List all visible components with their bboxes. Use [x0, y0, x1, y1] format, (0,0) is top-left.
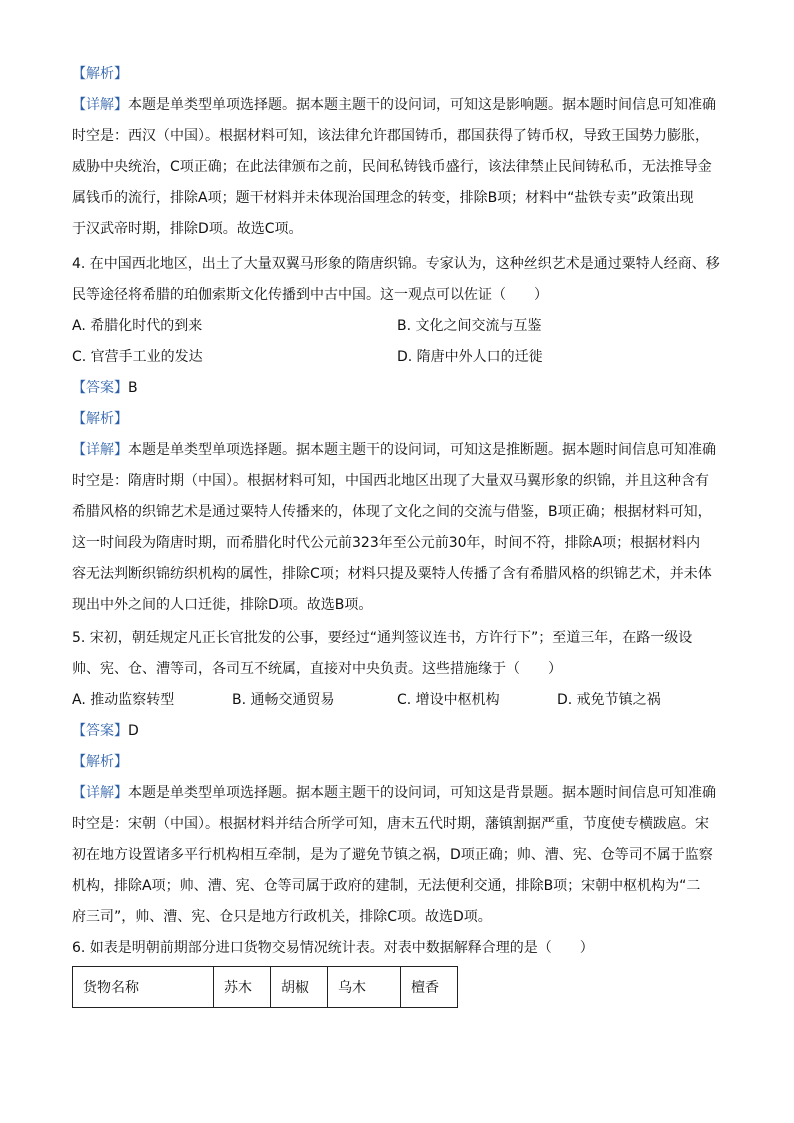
q4-option-c: C. 官营手工业的发达 — [72, 349, 203, 365]
table-header-cell: 乌木 — [328, 967, 401, 1008]
q5-option-d: D. 戒免节镇之祸 — [557, 692, 661, 708]
detail-line: 【详解】本题是单类型单项选择题。据本题主题干的设问词，可知这是影响题。据本题时间信息可知准确 — [72, 97, 716, 113]
q4-detail-line: 现出中外之间的人口迁徙，排除D项。故选B项。 — [72, 597, 373, 613]
q5-option-c: C. 增设中枢机构 — [397, 692, 500, 708]
goods-table — [72, 966, 458, 1008]
question-6-stem: 6. 如表是明朝前期部分进口货物交易情况统计表。对表中数据解释合理的是（ ） — [72, 940, 594, 956]
table-header-cell: 货物名称 — [73, 967, 214, 1008]
table-header-cell: 胡椒 — [271, 967, 328, 1008]
question-4-stem: 4. 在中国西北地区，出土了大量双翼马形象的隋唐织锦。专家认为，这种丝织艺术是通过粟特人经商、移 — [72, 256, 720, 272]
q4-detail-line: 容无法判断织锦纺织机构的属性，排除C项；材料只提及粟特人传播了含有希腊风格的织锦艺术，并未体 — [72, 566, 712, 582]
analysis-label: 【解析】 — [72, 66, 128, 82]
q5-detail-line: 时空是：宋朝（中国）。根据材料并结合所学可知，唐末五代时期，藩镇割据严重，节度使专横跋扈。宋 — [72, 816, 709, 832]
q5-detail-line: 府三司”，帅、漕、宪、仓只是地方行政机关，排除C项。故选D项。 — [72, 909, 492, 925]
question-5-stem: 5. 宋初，朝廷规定凡正长官批发的公事，要经过“通判签议连书，方许行下”；至道三年，在路一级设 — [72, 630, 693, 646]
q5-option-a: A. 推动监察转型 — [72, 692, 175, 708]
table-row — [73, 967, 458, 1008]
question-5-stem: 帅、宪、仓、漕等司，各司互不统属，直接对中央负责。这些措施缘于（ ） — [72, 661, 562, 677]
detail-line: 时空是：西汉（中国）。根据材料可知，该法律允许郡国铸币，郡国获得了铸币权，导致王国势力膨胀， — [72, 128, 709, 144]
q4-option-a: A. 希腊化时代的到来 — [72, 318, 203, 334]
q4-option-b: B. 文化之间交流与互鉴 — [397, 318, 542, 334]
q5-answer: 【答案】D — [72, 723, 139, 739]
q5-detail-line: 【详解】本题是单类型单项选择题。据本题主题干的设问词，可知这是背景题。据本题时间信息可知准确 — [72, 785, 716, 801]
q4-detail-line: 时空是：隋唐时期（中国）。根据材料可知，中国西北地区出现了大量双马翼形象的织锦，并且这种含有 — [72, 473, 709, 489]
q5-analysis-label: 【解析】 — [72, 754, 128, 770]
q4-detail-line: 【详解】本题是单类型单项选择题。据本题主题干的设问词，可知这是推断题。据本题时间信息可知准确 — [72, 442, 716, 458]
table-header-cell: 檀香 — [401, 967, 458, 1008]
q5-option-b: B. 通畅交通贸易 — [232, 692, 335, 708]
detail-line: 属钱币的流行，排除A项；题干材料并未体现治国理念的转变，排除B项；材料中“盐铁专卖”政策出现 — [72, 190, 694, 206]
question-4-stem: 民等途径将希腊的珀伽索斯文化传播到中古中国。这一观点可以佐证（ ） — [72, 287, 548, 303]
q4-detail-line: 希腊风格的织锦艺术是通过粟特人传播来的，体现了文化之间的交流与借鉴，B项正确；根据材料可知， — [72, 504, 712, 520]
q4-answer: 【答案】B — [72, 380, 138, 396]
detail-line: 于汉武帝时期，排除D项。故选C项。 — [72, 221, 303, 237]
q4-option-d: D. 隋唐中外人口的迁徙 — [397, 349, 543, 365]
q4-detail-line: 这一时间段为隋唐时期，而希腊化时代公元前323年至公元前30年，时间不符，排除A项；根据材料内 — [72, 535, 701, 551]
q5-detail-line: 机构，排除A项；帅、漕、宪、仓等司属于政府的建制，无法便利交通，排除B项；宋朝中枢机构为“二 — [72, 878, 701, 894]
detail-line: 威胁中央统治，C项正确；在此法律颁布之前，民间私铸钱币盛行，该法律禁止民间铸私币，无法推导金 — [72, 159, 712, 175]
q4-analysis-label: 【解析】 — [72, 411, 128, 427]
q5-detail-line: 初在地方设置诸多平行机构相互牵制，是为了避免节镇之祸，D项正确；帅、漕、宪、仓等司不属于监察 — [72, 847, 713, 863]
table-header-cell: 苏木 — [214, 967, 271, 1008]
